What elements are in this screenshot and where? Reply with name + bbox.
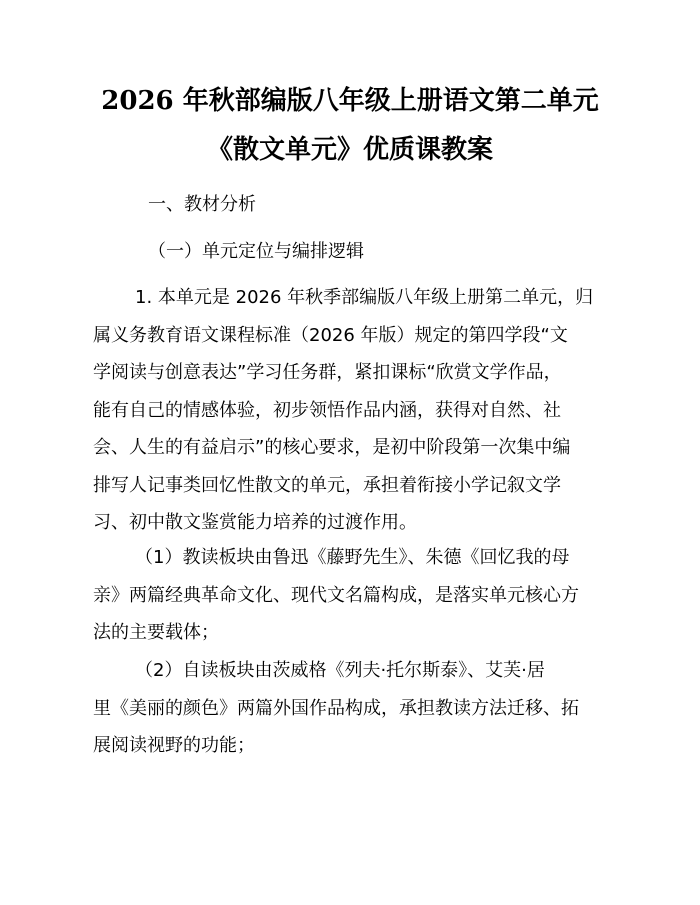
paragraph-line: （2）自读板块由茨威格《列夫·托尔斯泰》、艾芙·居 bbox=[135, 660, 545, 681]
paragraph-line: 属义务教育语文课程标准（2026 年版）规定的第四学段“文 bbox=[93, 324, 568, 346]
paragraph-line: 习、初中散文鉴赏能力培养的过渡作用。 bbox=[93, 512, 417, 533]
paragraph-line: 学阅读与创意表达”学习任务群，紧扣课标“欣赏文学作品， bbox=[93, 362, 562, 383]
paragraph-line: 展阅读视野的功能； bbox=[93, 735, 255, 756]
document-title-line-2: 《散文单元》优质课教案 bbox=[206, 135, 493, 165]
paragraph-guided-reading bbox=[93, 539, 614, 652]
paragraph-line: 会、人生的有益启示”的核心要求，是初中阶段第一次集中编 bbox=[93, 437, 571, 458]
paragraph-line: 里《美丽的颜色》两篇外国作品构成，承担教读方法迁移、拓 bbox=[93, 697, 579, 719]
paragraph-line: 法的主要载体； bbox=[93, 622, 219, 643]
section-heading-teaching-material-analysis: 一、教材分析 bbox=[148, 194, 256, 215]
paragraph-line: 亲》两篇经典革命文化、现代文名篇构成，是落实单元核心方 bbox=[93, 584, 579, 606]
paragraph-unit-overview bbox=[93, 279, 614, 542]
paragraph-line: 1. 本单元是 2026 年秋季部编版八年级上册第二单元，归 bbox=[135, 287, 594, 308]
paragraph-self-reading bbox=[93, 652, 614, 765]
document-title-line-1: 2026 年秋部编版八年级上册语文第二单元 bbox=[101, 86, 599, 116]
subsection-heading-unit-positioning: （一）单元定位与编排逻辑 bbox=[148, 241, 364, 262]
paragraph-line: 排写人记事类回忆性散文的单元，承担着衔接小学记叙文学 bbox=[93, 474, 561, 496]
paragraph-line: （1）教读板块由鲁迅《藤野先生》、朱德《回忆我的母 bbox=[135, 547, 570, 568]
paragraph-line: 能有自己的情感体验，初步领悟作品内涵，获得对自然、社 bbox=[93, 399, 561, 421]
